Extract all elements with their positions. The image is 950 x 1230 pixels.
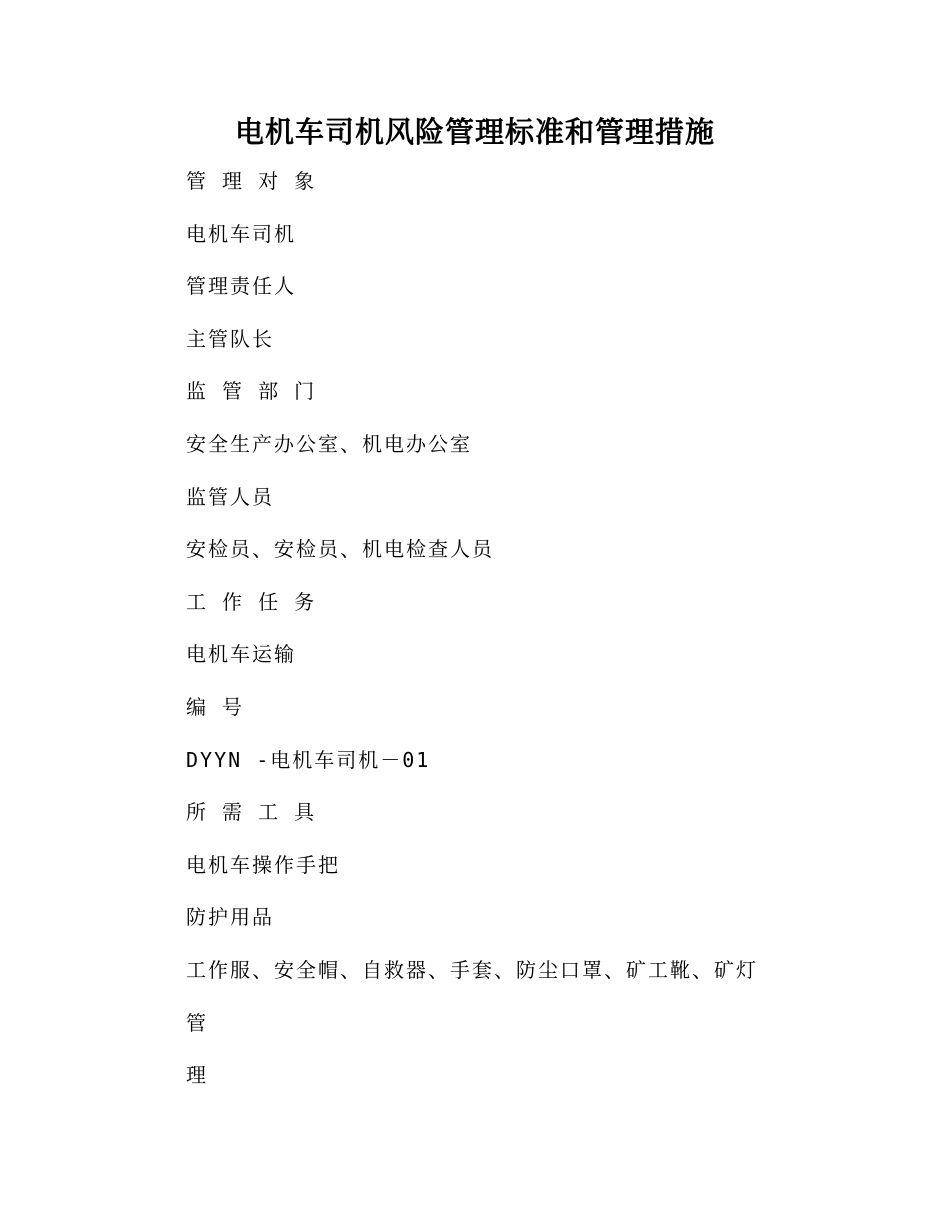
section-label-char-2: 理: [186, 1063, 208, 1088]
field-label-work-task: 工 作 任 务: [186, 589, 317, 614]
field-label-protective-equipment: 防护用品: [186, 905, 274, 930]
document-title: 电机车司机风险管理标准和管理措施: [234, 115, 715, 149]
field-label-responsible-person: 管理责任人: [186, 274, 296, 299]
field-label-supervising-department: 监 管 部 门: [186, 379, 317, 404]
section-label-char-1: 管: [186, 1010, 208, 1035]
field-value-number: DYYN -电机车司机－01: [186, 747, 431, 772]
field-value-supervisors: 安检员、安检员、机电检查人员: [186, 537, 494, 562]
field-value-management-object: 电机车司机: [186, 221, 296, 246]
field-value-work-task: 电机车运输: [186, 642, 296, 667]
field-label-number: 编 号: [186, 694, 245, 719]
field-label-required-tools: 所 需 工 具: [186, 800, 317, 825]
field-label-management-object: 管 理 对 象: [186, 169, 317, 193]
field-value-protective-equipment: 工作服、安全帽、自救器、手套、防尘口罩、矿工靴、矿灯: [186, 957, 758, 982]
field-value-required-tools: 电机车操作手把: [186, 852, 340, 877]
field-value-responsible-person: 主管队长: [186, 326, 274, 351]
field-label-supervisors: 监管人员: [186, 484, 274, 509]
document-body: [186, 163, 886, 1110]
field-value-supervising-department: 安全生产办公室、机电办公室: [186, 431, 472, 456]
